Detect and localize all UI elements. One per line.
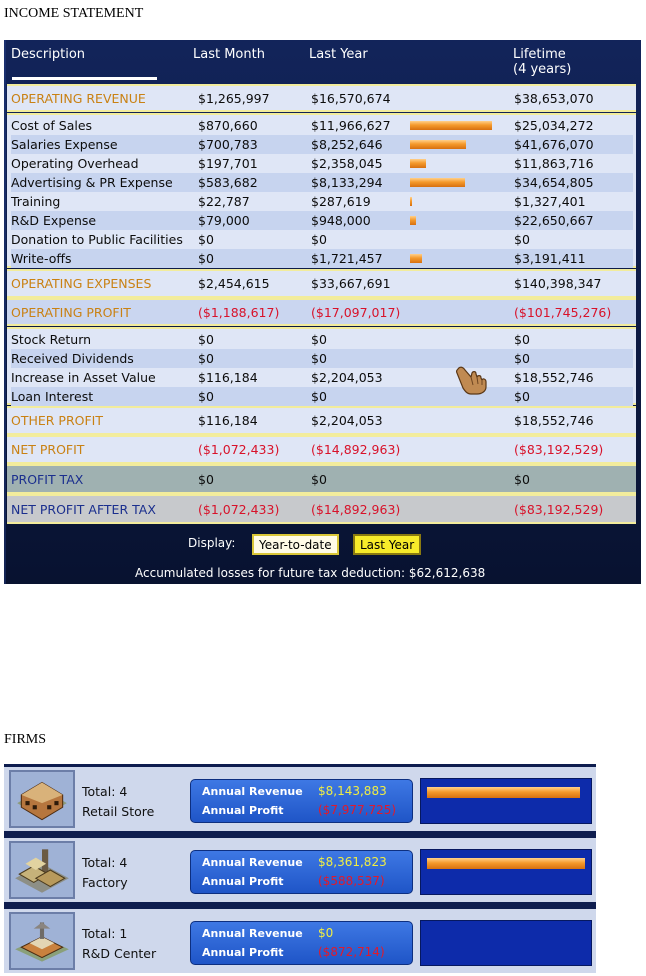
firm-total: Total: 4 [82, 855, 128, 870]
last-month-value: $116,184 [198, 413, 258, 428]
other-item-row [11, 330, 633, 349]
expense-share-bar [410, 254, 422, 263]
col-lifetime-subtitle: (4 years) [513, 62, 572, 77]
expense-share-bar [410, 216, 416, 225]
lifetime-value: $18,552,746 [514, 370, 594, 385]
last-month-value: $116,184 [198, 370, 258, 385]
row-label: Training [11, 194, 61, 209]
lifetime-value: ($83,192,529) [514, 442, 604, 457]
income-statement-heading: INCOME STATEMENT [4, 6, 144, 21]
lifetime-value: $140,398,347 [514, 276, 602, 291]
lifetime-value: $0 [514, 332, 530, 347]
lifetime-value: $3,191,411 [514, 251, 586, 266]
last-year-value: $1,721,457 [311, 251, 383, 266]
row-label: OPERATING PROFIT [11, 305, 131, 320]
row-label: Increase in Asset Value [11, 370, 156, 385]
annual-revenue-label: Annual Revenue [202, 856, 303, 869]
row-label: PROFIT TAX [11, 472, 84, 487]
row-label: Donation to Public Facilities [11, 232, 183, 247]
retail-store-icon-graphic [11, 772, 73, 826]
rnd-center-icon-graphic [11, 914, 73, 968]
last-month-value: $583,682 [198, 175, 258, 190]
other-profit-band [7, 406, 636, 435]
last-year-value: $0 [311, 472, 327, 487]
last-month-value: $0 [198, 232, 214, 247]
revenue-bar [427, 858, 585, 869]
row-label: Salaries Expense [11, 137, 118, 152]
operating-profit-band [7, 298, 636, 326]
lifetime-value: $0 [514, 351, 530, 366]
row-label: Cost of Sales [11, 118, 93, 133]
firm-type: R&D Center [82, 946, 157, 961]
annual-revenue-label: Annual Revenue [202, 785, 303, 798]
net-profit-after-tax-band [7, 494, 636, 524]
row-label: NET PROFIT AFTER TAX [11, 502, 156, 517]
expense-row [11, 249, 633, 268]
row-label: OPERATING REVENUE [11, 91, 146, 106]
lifetime-value: $25,034,272 [514, 118, 594, 133]
last-year-value: ($17,097,017) [311, 305, 401, 320]
annual-profit-label: Annual Profit [202, 875, 284, 888]
last-year-value: $287,619 [311, 194, 371, 209]
col-lifetime [513, 47, 571, 77]
col-last-month: Last Month [193, 47, 265, 62]
last-month-value: ($1,072,433) [198, 502, 280, 517]
expense-list [7, 113, 636, 268]
annual-profit-label: Annual Profit [202, 946, 284, 959]
last-year-value: $2,204,053 [311, 413, 383, 428]
factory-icon[interactable] [9, 841, 75, 899]
factory-icon-graphic [11, 843, 73, 897]
last-month-value: $2,454,615 [198, 276, 270, 291]
lifetime-value: $0 [514, 389, 530, 404]
last-year-value: ($14,892,963) [311, 502, 401, 517]
expense-row [11, 173, 633, 192]
annual-revenue-value: $0 [318, 926, 334, 940]
retail-store-icon[interactable] [9, 770, 75, 828]
last-year-value: $33,667,691 [311, 276, 391, 291]
profit-tax-band [7, 464, 636, 494]
expense-row [11, 135, 633, 154]
last-year-value: $2,358,045 [311, 156, 383, 171]
expense-row [11, 192, 633, 211]
row-label: Received Dividends [11, 351, 134, 366]
expense-share-bar [410, 178, 465, 187]
firm-row[interactable] [4, 767, 596, 831]
lifetime-value: $0 [514, 472, 530, 487]
firm-financials [190, 921, 413, 965]
firm-total: Total: 1 [82, 926, 128, 941]
last-month-value: ($1,072,433) [198, 442, 280, 457]
income-statement-panel [4, 40, 641, 584]
year-to-date-button[interactable]: Year-to-date [252, 534, 339, 555]
last-month-value: $0 [198, 251, 214, 266]
operating-expenses-band [7, 269, 636, 298]
revenue-bar [427, 787, 580, 798]
last-month-value: $79,000 [198, 213, 250, 228]
other-item-row [11, 368, 633, 387]
row-label: NET PROFIT [11, 442, 85, 457]
revenue-graph [420, 849, 592, 895]
expense-share-bar [410, 159, 426, 168]
last-month-value: $0 [198, 351, 214, 366]
row-label: OPERATING EXPENSES [11, 276, 152, 291]
last-month-value: $1,265,997 [198, 91, 270, 106]
firms-panel [4, 764, 596, 969]
rnd-center-icon[interactable] [9, 912, 75, 970]
expense-row [11, 154, 633, 173]
annual-profit-value: ($872,714) [318, 945, 385, 959]
other-item-row [11, 387, 633, 406]
last-year-value: $16,570,674 [311, 91, 391, 106]
col-description: Description [11, 47, 86, 62]
lifetime-value: $22,650,667 [514, 213, 594, 228]
annual-profit-value: ($588,537) [318, 874, 385, 888]
revenue-graph [420, 920, 592, 966]
row-label: Loan Interest [11, 389, 94, 404]
firm-row[interactable] [4, 909, 596, 973]
last-year-value: $2,204,053 [311, 370, 383, 385]
row-label: Advertising & PR Expense [11, 175, 173, 190]
other-item-row [11, 349, 633, 368]
header-underline [12, 77, 157, 80]
lifetime-value: $11,863,716 [514, 156, 594, 171]
last-month-value: $0 [198, 472, 214, 487]
firm-financials [190, 850, 413, 894]
expense-row [11, 230, 633, 249]
last-month-value: $870,660 [198, 118, 258, 133]
row-label: R&D Expense [11, 213, 97, 228]
lifetime-value: $18,552,746 [514, 413, 594, 428]
lifetime-value: ($101,745,276) [514, 305, 612, 320]
last-month-value: $700,783 [198, 137, 258, 152]
last-month-value: $0 [198, 389, 214, 404]
last-year-value: $8,252,646 [311, 137, 383, 152]
last-year-value: ($14,892,963) [311, 442, 401, 457]
firm-financials [190, 779, 413, 823]
net-profit-band [7, 435, 636, 464]
expense-row [11, 211, 633, 230]
last-month-value: ($1,188,617) [198, 305, 280, 320]
expense-share-bar [410, 121, 492, 130]
row-label: Write-offs [11, 251, 72, 266]
annual-revenue-value: $8,361,823 [318, 855, 387, 869]
annual-revenue-label: Annual Revenue [202, 927, 303, 940]
display-label: Display: [188, 536, 236, 550]
lifetime-value: ($83,192,529) [514, 502, 604, 517]
last-year-button[interactable]: Last Year [353, 534, 421, 555]
row-label: OTHER PROFIT [11, 413, 104, 428]
lifetime-value: $34,654,805 [514, 175, 594, 190]
last-year-value: $948,000 [311, 213, 371, 228]
annual-profit-value: ($7,977,725) [318, 803, 397, 817]
firms-heading: FIRMS [4, 732, 47, 747]
hand-cursor-icon [454, 363, 490, 395]
operating-revenue-band [7, 84, 636, 112]
last-month-value: $197,701 [198, 156, 258, 171]
annual-profit-label: Annual Profit [202, 804, 284, 817]
last-year-value: $11,966,627 [311, 118, 391, 133]
col-last-year: Last Year [309, 47, 368, 62]
expense-row [11, 116, 633, 135]
expense-share-bar [410, 197, 412, 206]
last-month-value: $22,787 [198, 194, 250, 209]
col-lifetime-title: Lifetime [513, 47, 566, 62]
annual-revenue-value: $8,143,883 [318, 784, 387, 798]
lifetime-value: $38,653,070 [514, 91, 594, 106]
other-items-list [7, 327, 636, 405]
table-header [4, 40, 641, 84]
last-month-value: $0 [198, 332, 214, 347]
firm-row[interactable] [4, 838, 596, 902]
firm-type: Factory [82, 875, 128, 890]
row-label: Operating Overhead [11, 156, 139, 171]
revenue-graph [420, 778, 592, 824]
firm-total: Total: 4 [82, 784, 128, 799]
lifetime-value: $1,327,401 [514, 194, 586, 209]
last-year-value: $0 [311, 332, 327, 347]
expense-share-bar [410, 140, 466, 149]
firm-type: Retail Store [82, 804, 155, 819]
lifetime-value: $41,676,070 [514, 137, 594, 152]
tax-deduction-note: Accumulated losses for future tax deduction: $62,612,638 [135, 566, 486, 580]
last-year-value: $0 [311, 351, 327, 366]
row-label: Stock Return [11, 332, 92, 347]
last-year-value: $0 [311, 389, 327, 404]
last-year-value: $8,133,294 [311, 175, 383, 190]
lifetime-value: $0 [514, 232, 530, 247]
last-year-value: $0 [311, 232, 327, 247]
